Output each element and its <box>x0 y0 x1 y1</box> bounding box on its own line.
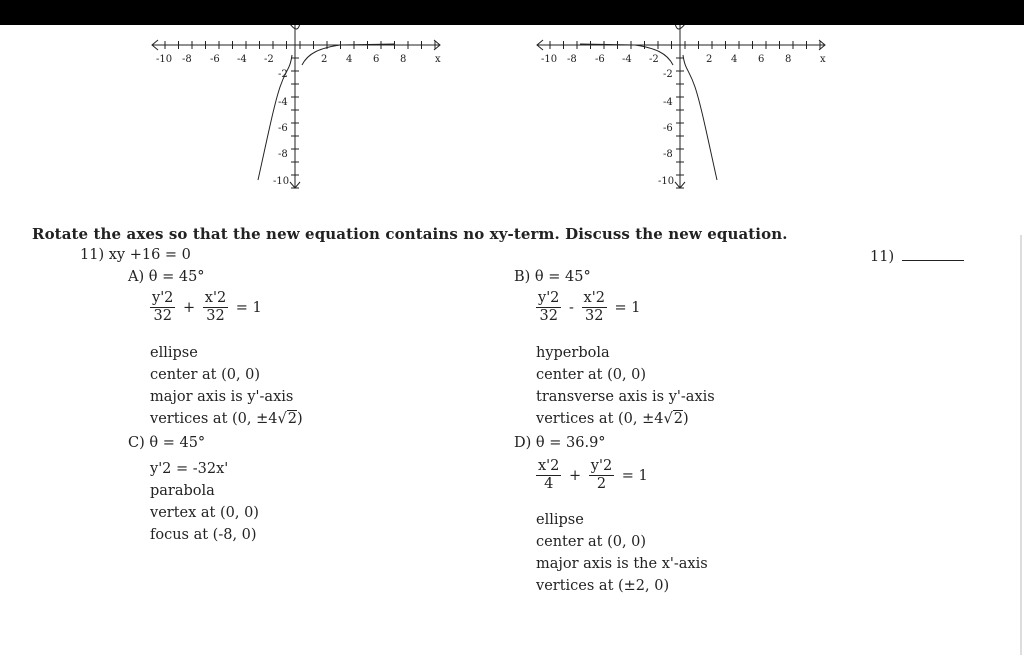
choice-c-header[interactable] <box>128 432 205 454</box>
fraction: $\frac{x'2}{4}$ <box>538 458 560 492</box>
detail-line: ellipse <box>536 512 584 528</box>
choice-d-details <box>536 509 708 597</box>
choice-a-equation: $\frac{y'2}{32}$ + $\frac{x'2}{32}$ = 1 <box>152 290 262 324</box>
theta-value: θ = 45° <box>534 269 591 285</box>
detail-line: major axis is y'-axis <box>150 389 294 405</box>
x-tick-label: 2 <box>706 54 713 65</box>
choice-a-header[interactable] <box>128 266 205 288</box>
answer-number: 11) <box>870 249 895 265</box>
choice-label: D) <box>514 435 532 451</box>
y-tick-label: -2 <box>278 69 288 80</box>
instruction-heading: Rotate the axes so that the new equation contains no xy-term. Discuss the new equation. <box>32 225 788 243</box>
choice-c-details <box>150 458 259 546</box>
x-tick-label: 4 <box>731 54 738 65</box>
detail-line: parabola <box>150 483 215 499</box>
x-tick-label: -4 <box>237 54 247 65</box>
choice-d-equation: $\frac{x'2}{4}$ + $\frac{y'2}{2}$ = 1 <box>538 458 648 492</box>
theta-value: θ = 45° <box>149 435 206 451</box>
answer-slot[interactable] <box>870 246 964 268</box>
x-tick-label: -10 <box>541 54 558 65</box>
x-tick-label: 8 <box>785 54 792 65</box>
y-tick-label: -2 <box>663 69 673 80</box>
theta-value: θ = 36.9° <box>535 435 606 451</box>
choice-d-header[interactable] <box>514 432 606 454</box>
y-tick-label: -10 <box>273 176 290 187</box>
fraction: $\frac{y'2}{32}$ <box>152 290 174 324</box>
x-tick-label: 6 <box>758 54 765 65</box>
y-tick-label: -4 <box>663 97 673 108</box>
detail-line: ellipse <box>150 345 198 361</box>
x-tick-label: 4 <box>346 54 353 65</box>
y-tick-label: -8 <box>278 149 288 160</box>
fraction: $\frac{y'2}{2}$ <box>590 458 613 492</box>
y-tick-label: -6 <box>663 123 673 134</box>
detail-line: y'2 = -32x' <box>150 461 229 477</box>
choice-b-equation: $\frac{y'2}{32}$ - $\frac{x'2}{32}$ = 1 <box>538 290 641 324</box>
graph-left-svg <box>140 25 460 195</box>
theta-value: θ = 45° <box>148 269 205 285</box>
detail-line: center at (0, 0) <box>536 534 647 550</box>
choice-label: A) <box>128 269 145 285</box>
x-tick-label: 2 <box>321 54 328 65</box>
detail-line: major axis is the x'-axis <box>536 556 708 572</box>
x-axis-label: x <box>820 54 826 65</box>
curve-lower-branch <box>683 55 717 180</box>
detail-line: transverse axis is y'-axis <box>536 389 715 405</box>
fraction: $\frac{x'2}{32}$ <box>583 290 605 324</box>
choice-label: B) <box>514 269 531 285</box>
vertices-line: vertices at (0, ±4√2) <box>536 411 689 427</box>
x-axis-label: x <box>435 54 441 65</box>
problem-statement: 11) xy +16 = 0 <box>80 247 191 263</box>
graph-right-svg <box>525 25 845 195</box>
choice-label: C) <box>128 435 145 451</box>
choice-b-details <box>536 342 715 430</box>
fraction: $\frac{y'2}{32}$ <box>538 290 560 324</box>
detail-line: vertices at (±2, 0) <box>536 578 670 594</box>
x-tick-label: -10 <box>156 54 173 65</box>
detail-line: hyperbola <box>536 345 610 361</box>
x-tick-label: -8 <box>182 54 192 65</box>
x-tick-label: -8 <box>567 54 577 65</box>
y-tick-label: -6 <box>278 123 288 134</box>
x-tick-label: 8 <box>400 54 407 65</box>
choice-b-header[interactable] <box>514 266 591 288</box>
x-tick-label: -2 <box>264 54 274 65</box>
y-tick-label: -4 <box>278 97 288 108</box>
vertices-line: vertices at (0, ±4√2) <box>150 411 303 427</box>
detail-line: vertex at (0, 0) <box>150 505 259 521</box>
sqrt-symbol: √ <box>663 411 673 427</box>
x-tick-label: -4 <box>622 54 632 65</box>
x-tick-label: 6 <box>373 54 380 65</box>
detail-line: focus at (-8, 0) <box>150 527 257 543</box>
top-black-bar <box>0 0 1024 25</box>
detail-line: center at (0, 0) <box>150 367 261 383</box>
page-edge-line <box>1020 235 1022 655</box>
x-tick-label: -6 <box>595 54 605 65</box>
graph-left <box>140 25 460 199</box>
x-tick-label: -2 <box>649 54 659 65</box>
fraction: $\frac{x'2}{32}$ <box>204 290 227 324</box>
y-tick-label: -10 <box>658 176 675 187</box>
y-tick-label: -8 <box>663 149 673 160</box>
x-tick-label: -6 <box>210 54 220 65</box>
graph-right <box>525 25 845 199</box>
detail-line: center at (0, 0) <box>536 367 647 383</box>
sqrt-symbol: √ <box>277 411 287 427</box>
answer-blank[interactable] <box>902 259 964 261</box>
choice-a-details <box>150 342 303 430</box>
